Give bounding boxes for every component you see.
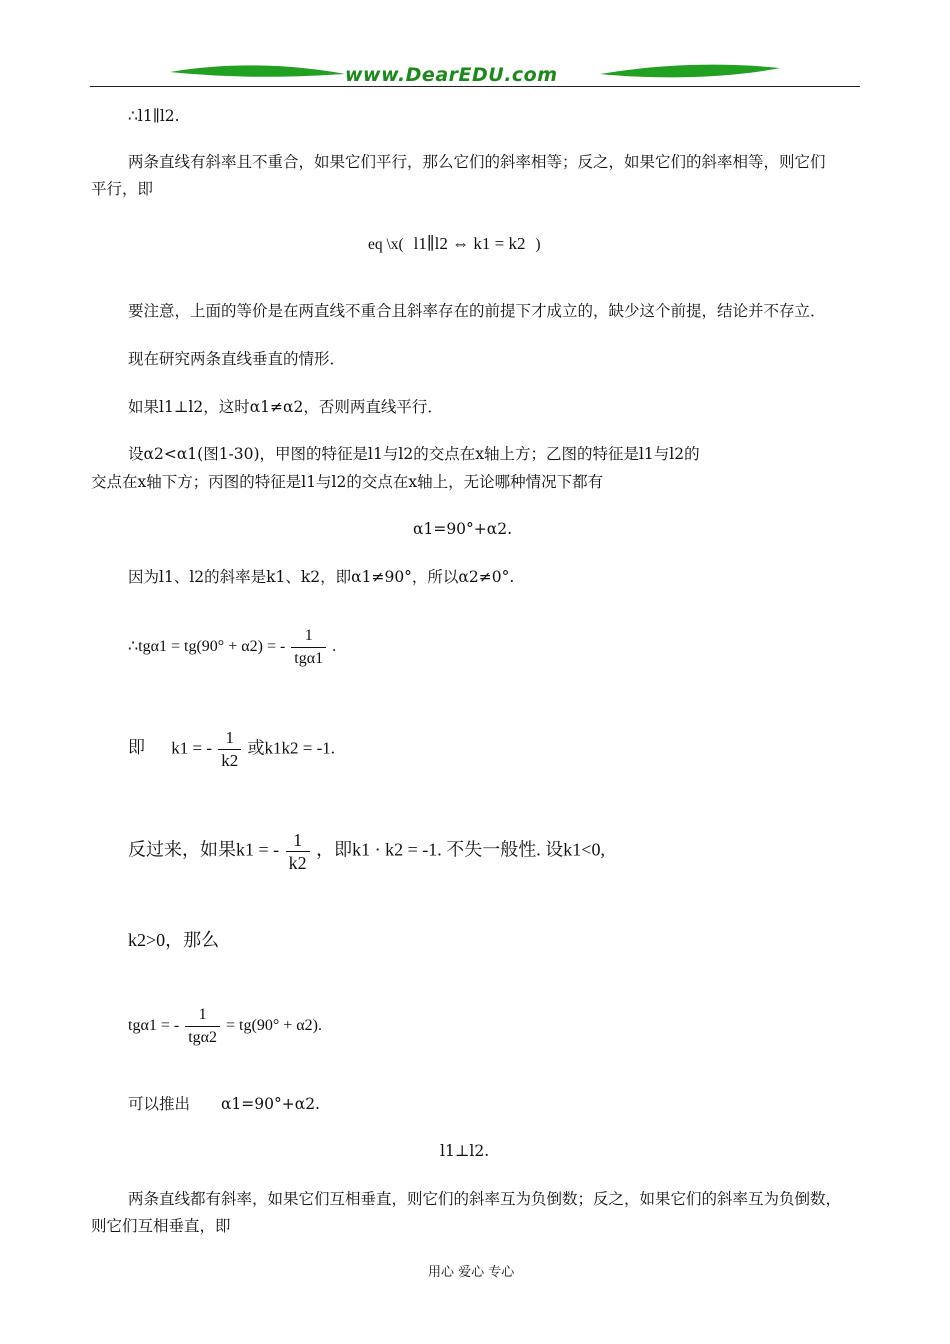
paragraph-1-line-1: 两条直线有斜率且不重合，如果它们平行，那么它们的斜率相等；反之，如果它们的斜率相等，则它们 — [128, 153, 826, 171]
k2-positive-line: k2>0，那么 — [128, 930, 220, 950]
deduce-line — [128, 1094, 320, 1114]
converse-denominator: k2 — [286, 851, 310, 873]
paragraph-3: 现在研究两条直线垂直的情形． — [128, 350, 346, 368]
eq-tan2-left: tgα1 = - — [128, 1017, 180, 1035]
paragraph-2: 要注意，上面的等价是在两直线不重合且斜率存在的前提下才成立的，缺少这个前提，结论并不存立． — [128, 302, 826, 320]
eq-prefix: eq \x( — [368, 236, 404, 253]
eq-parallel-body: l1∥l2 ⇔ k1 = k2 — [413, 234, 526, 253]
equation-tangent-1 — [128, 626, 336, 669]
eq-tan-numerator: 1 — [304, 627, 313, 644]
deduce-label: 可以推出 — [128, 1095, 191, 1113]
paragraph-5-line-2: 交点在x轴下方；丙图的特征是l1与l2的交点在x轴上，无论哪种情况下都有 — [91, 473, 604, 491]
eq-k-prefix: 即 — [128, 738, 145, 758]
eq-k-fraction — [218, 728, 241, 771]
converse-left: 反过来，如果k1 = - — [128, 839, 280, 860]
deduce-equation: α1=90°+α2. — [220, 1095, 320, 1113]
paragraph-7-line-1: 两条直线都有斜率，如果它们互相垂直，则它们的斜率互为负倒数；反之，如果它们的斜率互为负倒数， — [128, 1190, 842, 1208]
footer-text: 用心 爱心 专心 — [428, 1265, 515, 1280]
eq-tan-left: ∴tgα1 = tg(90° + α2) = - — [128, 638, 286, 656]
equation-parallel-equivalence — [368, 234, 541, 255]
equation-tangent-2 — [128, 1005, 322, 1048]
eq-tan2-numerator: 1 — [198, 1006, 207, 1023]
eq-tan-end: . — [332, 638, 337, 656]
eq-tan2-right: = tg(90° + α2). — [226, 1017, 322, 1035]
equation-perpendicular: l1⊥l2. — [440, 1142, 490, 1160]
converse-right: ，即k1 · k2 = -1. 不失一般性. 设k1<0, — [316, 839, 605, 860]
paragraph-4: 如果l1⊥l2，这时α1≠α2，否则两直线平行． — [128, 398, 443, 416]
converse-numerator: 1 — [293, 830, 303, 850]
paragraph-6: 因为l1、l2的斜率是k1、k2，即α1≠90°，所以α2≠0°. — [128, 568, 515, 586]
eq-tan-fraction — [291, 626, 326, 669]
header-logo-text: www.DearEDU.com — [345, 64, 558, 86]
eq-tan-denominator: tgα1 — [291, 647, 326, 669]
converse-line — [128, 830, 605, 873]
paragraph-7-line-2: 则它们互相垂直，即 — [91, 1217, 231, 1235]
therefore-parallel-line: ∴l1∥l2. — [128, 107, 180, 125]
eq-suffix: ) — [535, 236, 541, 253]
eq-k-denominator: k2 — [218, 749, 241, 771]
eq-k-right: 或k1k2 = -1. — [247, 738, 335, 758]
equation-slope-product — [128, 728, 335, 771]
paragraph-5-line-1: 设α2<α1(图1-30)，甲图的特征是l1与l2的交点在x轴上方；乙图的特征是l1与l2的 — [128, 445, 700, 463]
converse-fraction — [286, 830, 310, 873]
eq-tan2-fraction — [185, 1005, 220, 1048]
eq-k-left: k1 = - — [171, 738, 212, 758]
header-divider — [90, 86, 860, 87]
eq-k-numerator: 1 — [225, 728, 234, 747]
paragraph-1-line-2: 平行，即 — [91, 180, 154, 198]
equation-angle: α1=90°+α2. — [413, 520, 513, 538]
eq-tan2-denominator: tgα2 — [185, 1026, 220, 1048]
